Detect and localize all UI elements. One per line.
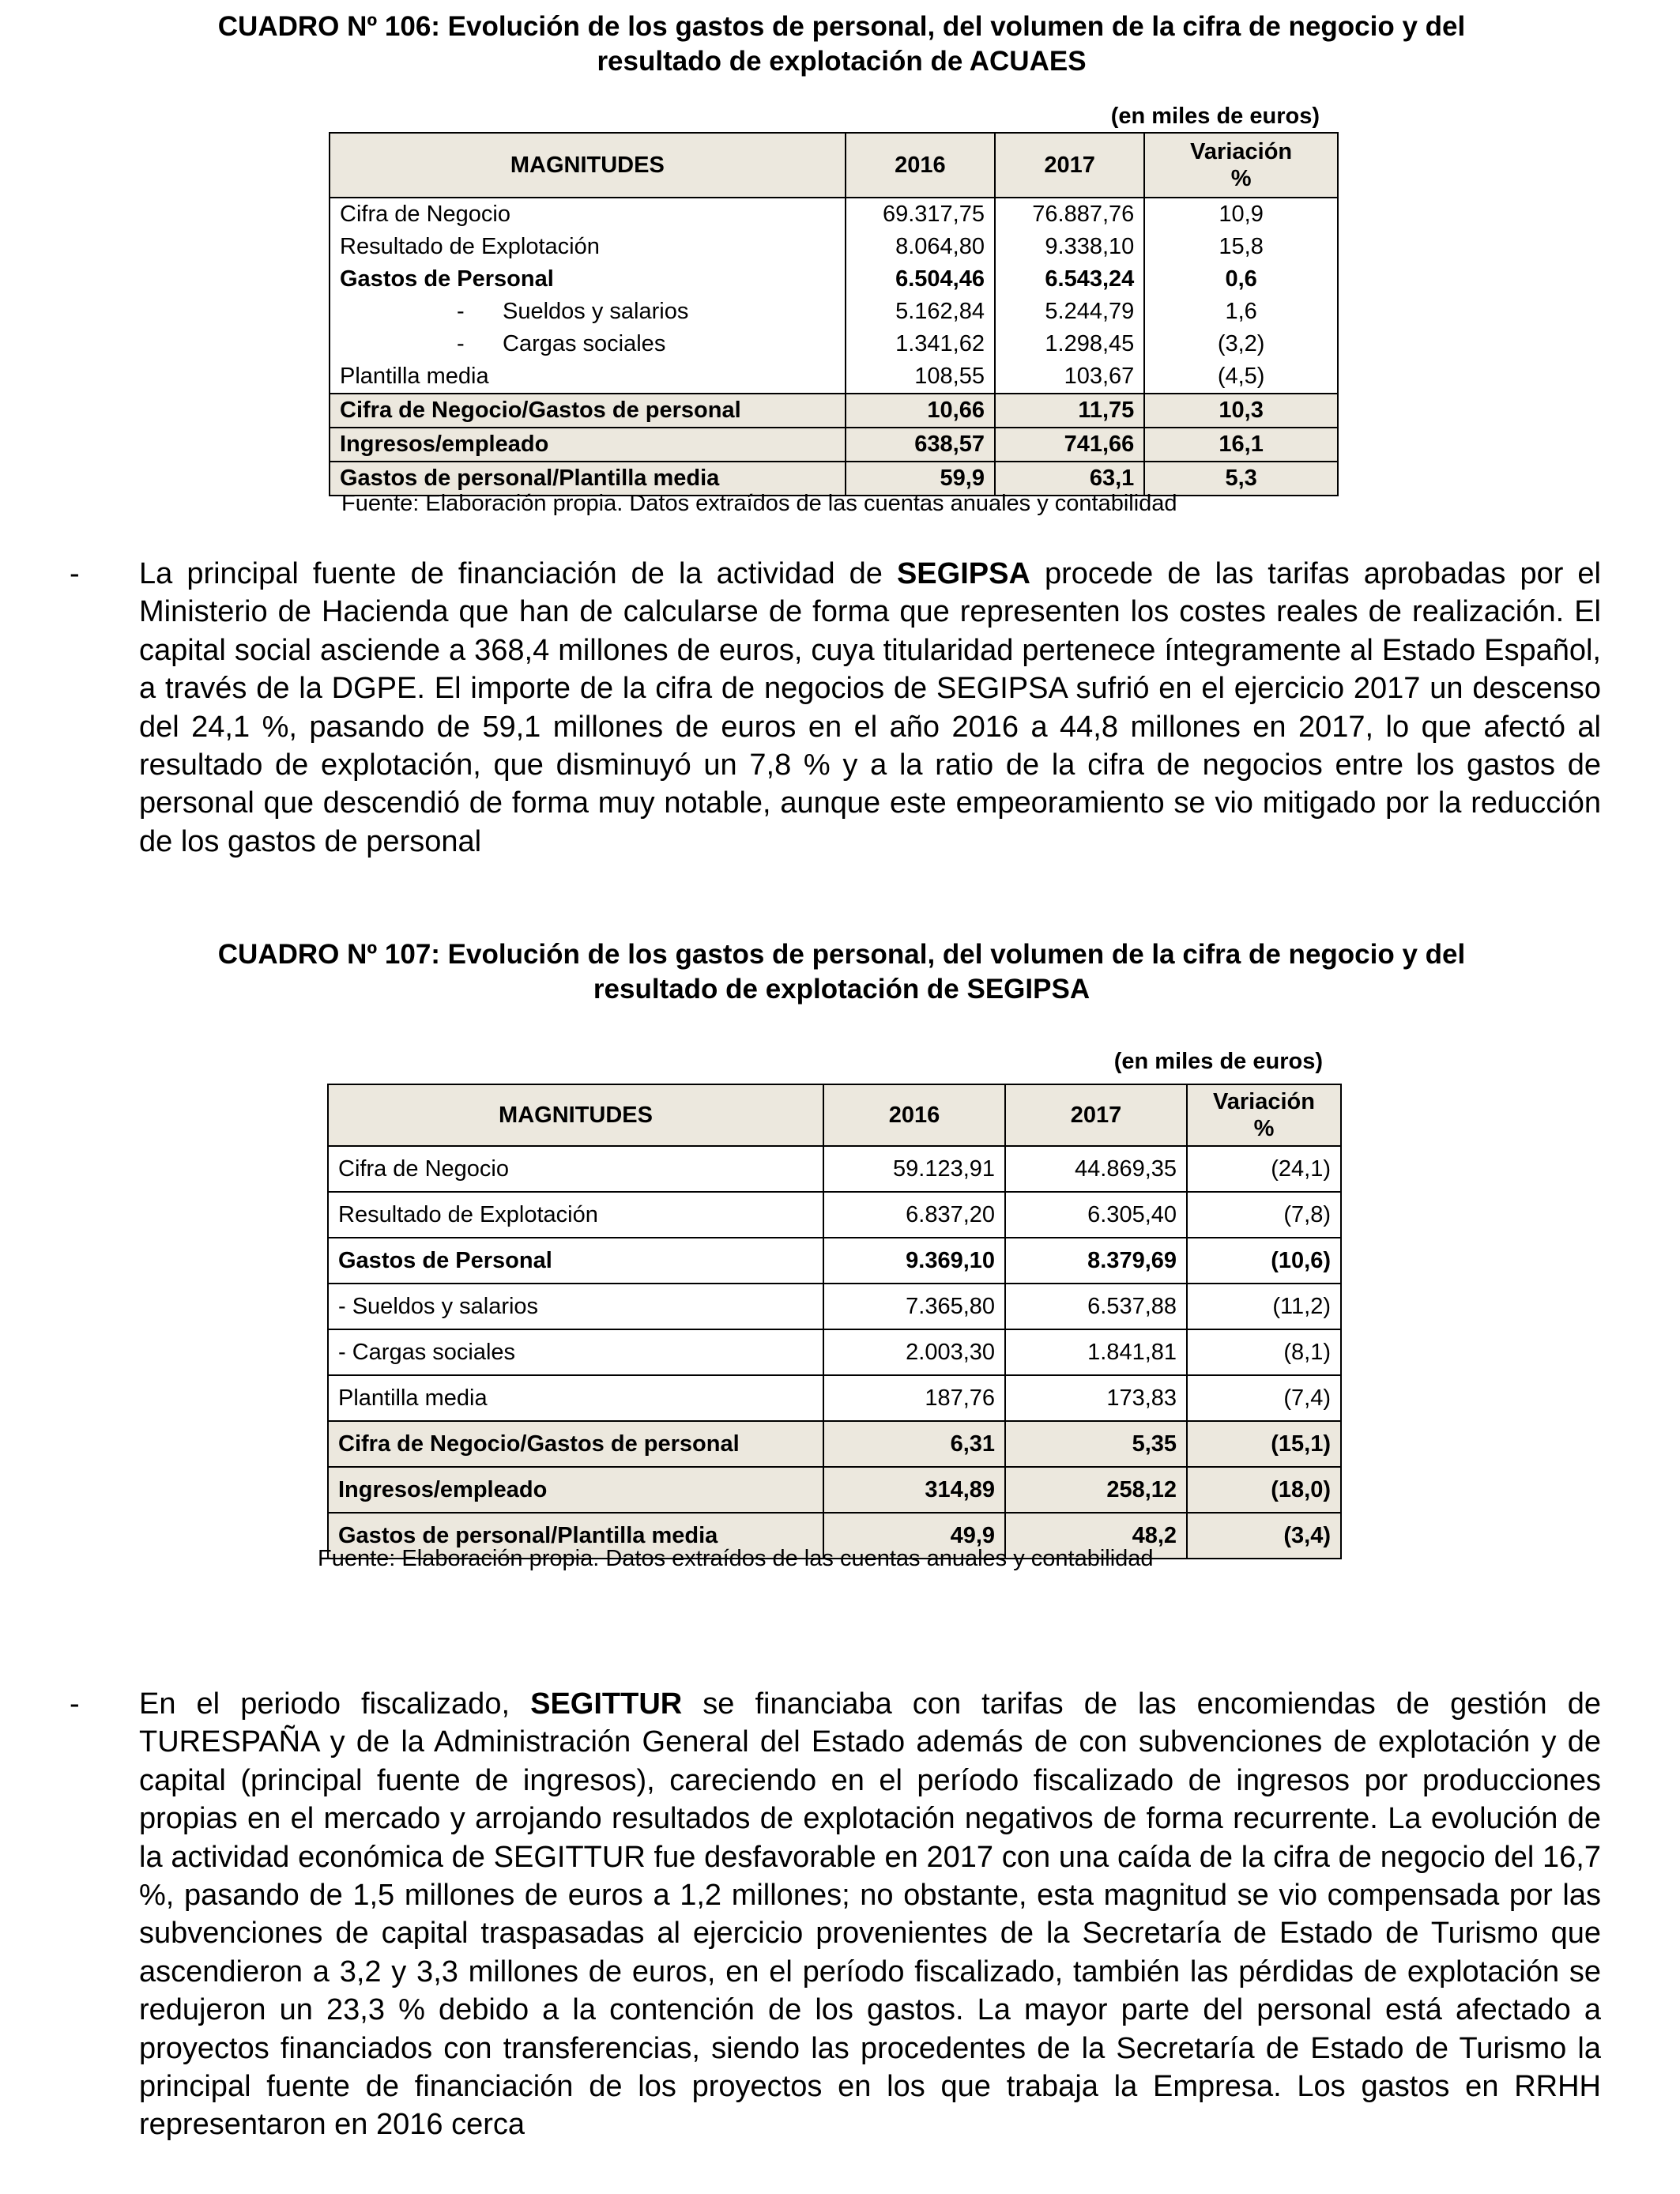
cell-2016: 49,9 [823, 1513, 1005, 1559]
cell-2016: 59.123,91 [823, 1146, 1005, 1192]
table-row [328, 1238, 1341, 1284]
cell-variacion: 5,3 [1144, 462, 1338, 496]
table-106-body [330, 198, 1338, 496]
cell-2016: 6.837,20 [823, 1192, 1005, 1238]
cell-variacion: (7,8) [1187, 1192, 1341, 1238]
row-label: Ingresos/empleado [328, 1467, 823, 1513]
cell-variacion: (7,4) [1187, 1375, 1341, 1421]
header-2016: 2016 [823, 1084, 1005, 1146]
row-label: - Sueldos y salarios [328, 1284, 823, 1329]
row-label: Plantilla media [330, 360, 846, 394]
row-label: Gastos de personal/Plantilla media [328, 1513, 823, 1559]
row-label: - Cargas sociales [328, 1329, 823, 1375]
header-magnitudes: MAGNITUDES [330, 133, 846, 198]
cell-variacion: (18,0) [1187, 1467, 1341, 1513]
cell-2017: 8.379,69 [1005, 1238, 1187, 1284]
header-2017: 2017 [1005, 1084, 1187, 1146]
caption-line-1: CUADRO Nº 106: Evolución de los gastos de personal, del volumen de la cifra de negocio y del [217, 11, 1466, 42]
cell-2016: 2.003,30 [823, 1329, 1005, 1375]
row-label: - Sueldos y salarios [330, 296, 846, 328]
bullet-dash: - [70, 557, 80, 590]
cell-variacion: 16,1 [1144, 428, 1338, 462]
paragraph-text: La principal fuente de financiación de la actividad de SEGIPSA procede de las tarifas aprobadas por el Ministerio de Hacienda que han de calcularse de forma que representen los costes reales de realización. El capital social asciende a 368,4 millones de euros, cuya titularidad pertenece íntegramente al Estado Español, a través de la DGPE. El importe de la cifra de negocios de SEGIPSA sufrió en el ejercicio 2017 un descenso del 24,1 %, pasando de 59,1 millones de euros en el año 2016 a 44,8 millones en 2017, lo que afectó al resultado de explotación, que disminuyó un 7,8 % y a la ratio de la cifra de negocios entre los gastos de personal que descendió de forma muy notable, aunque este empeoramiento se vio mitigado por la reducción de los gastos de personal [139, 557, 1602, 858]
paragraph-segipsa [70, 555, 1601, 903]
table-106-unit: (en miles de euros) [1110, 104, 1320, 129]
cell-variacion: 0,6 [1144, 263, 1338, 296]
cell-2016: 314,89 [823, 1467, 1005, 1513]
cell-2017: 258,12 [1005, 1467, 1187, 1513]
header-magnitudes: MAGNITUDES [328, 1084, 823, 1146]
table-row [328, 1192, 1341, 1238]
paragraph-segittur [70, 1685, 1601, 2191]
cell-2016: 1.341,62 [846, 328, 995, 360]
cell-variacion: 10,3 [1144, 394, 1338, 428]
cell-2017: 44.869,35 [1005, 1146, 1187, 1192]
cell-2016: 10,66 [846, 394, 995, 428]
paragraph-text: En el periodo fiscalizado, SEGITTUR se financiaba con tarifas de las encomiendas de gestión de TURESPAÑA y de la Administración General del Estado además de con subvenciones de explotación y de capital (principal fuente de ingresos), careciendo en el período fiscalizado de ingresos por producciones propias en el mercado y arrojando resultados de explotación negativos de forma recurrente. La evolución de la actividad económica de SEGITTUR fue desfavorable en 2017 con una caída de la cifra de negocio del 16,7 %, pasando de 1,5 millones de euros a 1,2 millones; no obstante, esta magnitud se vio compensada por las subvenciones de capital traspasadas al ejercicio provenientes de la Secretaría de Estado de Turismo que ascendieron a 3,2 y 3,3 millones de euros, en el período fiscalizado, también las pérdidas de explotación se redujeron un 23,3 % debido a la contención de los gastos. La mayor parte del personal está afectado a proyectos financiados con transferencias, siendo las procedentes de la Secretaría de Estado de Turismo la principal fuente de financiación de los proyectos en los que trabaja la Empresa. Los gastos en RRHH representaron en 2016 cerca [139, 1687, 1602, 2142]
row-label: Cifra de Negocio/Gastos de personal [330, 394, 846, 428]
row-label: Gastos de personal/Plantilla media [330, 462, 846, 496]
cell-2017: 1.841,81 [1005, 1329, 1187, 1375]
row-label: Cifra de Negocio [330, 198, 846, 231]
cell-variacion: (3,4) [1187, 1513, 1341, 1559]
cell-2017: 103,67 [995, 360, 1144, 394]
table-107 [327, 1084, 1342, 1559]
cell-variacion: (10,6) [1187, 1238, 1341, 1284]
header-variacion: Variación % [1144, 133, 1338, 198]
cell-2017: 9.338,10 [995, 231, 1144, 263]
cell-2017: 1.298,45 [995, 328, 1144, 360]
header-2016: 2016 [846, 133, 995, 198]
cell-2017: 5.244,79 [995, 296, 1144, 328]
cell-variacion: (3,2) [1144, 328, 1338, 360]
cell-variacion: 10,9 [1144, 198, 1338, 231]
cell-variacion: (11,2) [1187, 1284, 1341, 1329]
table-106-caption [95, 9, 1588, 79]
cell-2017: 6.543,24 [995, 263, 1144, 296]
table-row [330, 360, 1338, 394]
row-label: Cifra de Negocio/Gastos de personal [328, 1421, 823, 1467]
entity-name: SEGITTUR [530, 1687, 683, 1721]
cell-2016: 7.365,80 [823, 1284, 1005, 1329]
cell-2016: 8.064,80 [846, 231, 995, 263]
table-row [330, 231, 1338, 263]
cell-variacion: 1,6 [1144, 296, 1338, 328]
table-106 [329, 132, 1339, 496]
table-row [328, 1329, 1341, 1375]
row-label: Ingresos/empleado [330, 428, 846, 462]
table-row [328, 1284, 1341, 1329]
table-107-body [328, 1146, 1341, 1559]
row-label: Resultado de Explotación [328, 1192, 823, 1238]
table-row [330, 198, 1338, 231]
table-row [328, 1146, 1341, 1192]
cell-2017: 6.537,88 [1005, 1284, 1187, 1329]
row-label: Resultado de Explotación [330, 231, 846, 263]
cell-2016: 9.369,10 [823, 1238, 1005, 1284]
table-row [328, 1467, 1341, 1513]
cell-2017: 173,83 [1005, 1375, 1187, 1421]
cell-2016: 6.504,46 [846, 263, 995, 296]
cell-2016: 638,57 [846, 428, 995, 462]
row-label: Gastos de Personal [330, 263, 846, 296]
cell-variacion: (4,5) [1144, 360, 1338, 394]
cell-variacion: (8,1) [1187, 1329, 1341, 1375]
cell-variacion: 15,8 [1144, 231, 1338, 263]
cell-2016: 6,31 [823, 1421, 1005, 1467]
cell-2017: 48,2 [1005, 1513, 1187, 1559]
cell-2016: 5.162,84 [846, 296, 995, 328]
cell-variacion: (24,1) [1187, 1146, 1341, 1192]
cell-2016: 108,55 [846, 360, 995, 394]
bullet-dash: - [70, 1687, 80, 1721]
row-label: - Cargas sociales [330, 328, 846, 360]
caption-line-2: resultado de explotación de SEGIPSA [593, 974, 1090, 1005]
caption-line-1: CUADRO Nº 107: Evolución de los gastos de personal, del volumen de la cifra de negocio y del [217, 939, 1466, 970]
cell-variacion: (15,1) [1187, 1421, 1341, 1467]
cell-2016: 187,76 [823, 1375, 1005, 1421]
cell-2017: 11,75 [995, 394, 1144, 428]
table-row [328, 1421, 1341, 1467]
header-variacion: Variación % [1187, 1084, 1341, 1146]
table-106-source: Fuente: Elaboración propia. Datos extraídos de las cuentas anuales y contabilidad [341, 491, 1177, 516]
row-label: Plantilla media [328, 1375, 823, 1421]
cell-2017: 5,35 [1005, 1421, 1187, 1467]
caption-line-2: resultado de explotación de ACUAES [597, 46, 1087, 77]
table-row [330, 328, 1338, 360]
table-107-unit: (en miles de euros) [1113, 1049, 1323, 1074]
entity-name: SEGIPSA [896, 557, 1030, 590]
cell-2017: 6.305,40 [1005, 1192, 1187, 1238]
table-row [328, 1375, 1341, 1421]
table-row [330, 428, 1338, 462]
table-row [330, 296, 1338, 328]
table-row [330, 394, 1338, 428]
cell-2016: 59,9 [846, 462, 995, 496]
cell-2017: 63,1 [995, 462, 1144, 496]
header-2017: 2017 [995, 133, 1144, 198]
cell-2017: 741,66 [995, 428, 1144, 462]
table-row [330, 263, 1338, 296]
table-107-source: Fuente: Elaboración propia. Datos extraídos de las cuentas anuales y contabilidad [318, 1546, 1154, 1571]
cell-2016: 69.317,75 [846, 198, 995, 231]
row-label: Gastos de Personal [328, 1238, 823, 1284]
cell-2017: 76.887,76 [995, 198, 1144, 231]
row-label: Cifra de Negocio [328, 1146, 823, 1192]
table-107-caption [95, 937, 1588, 1007]
